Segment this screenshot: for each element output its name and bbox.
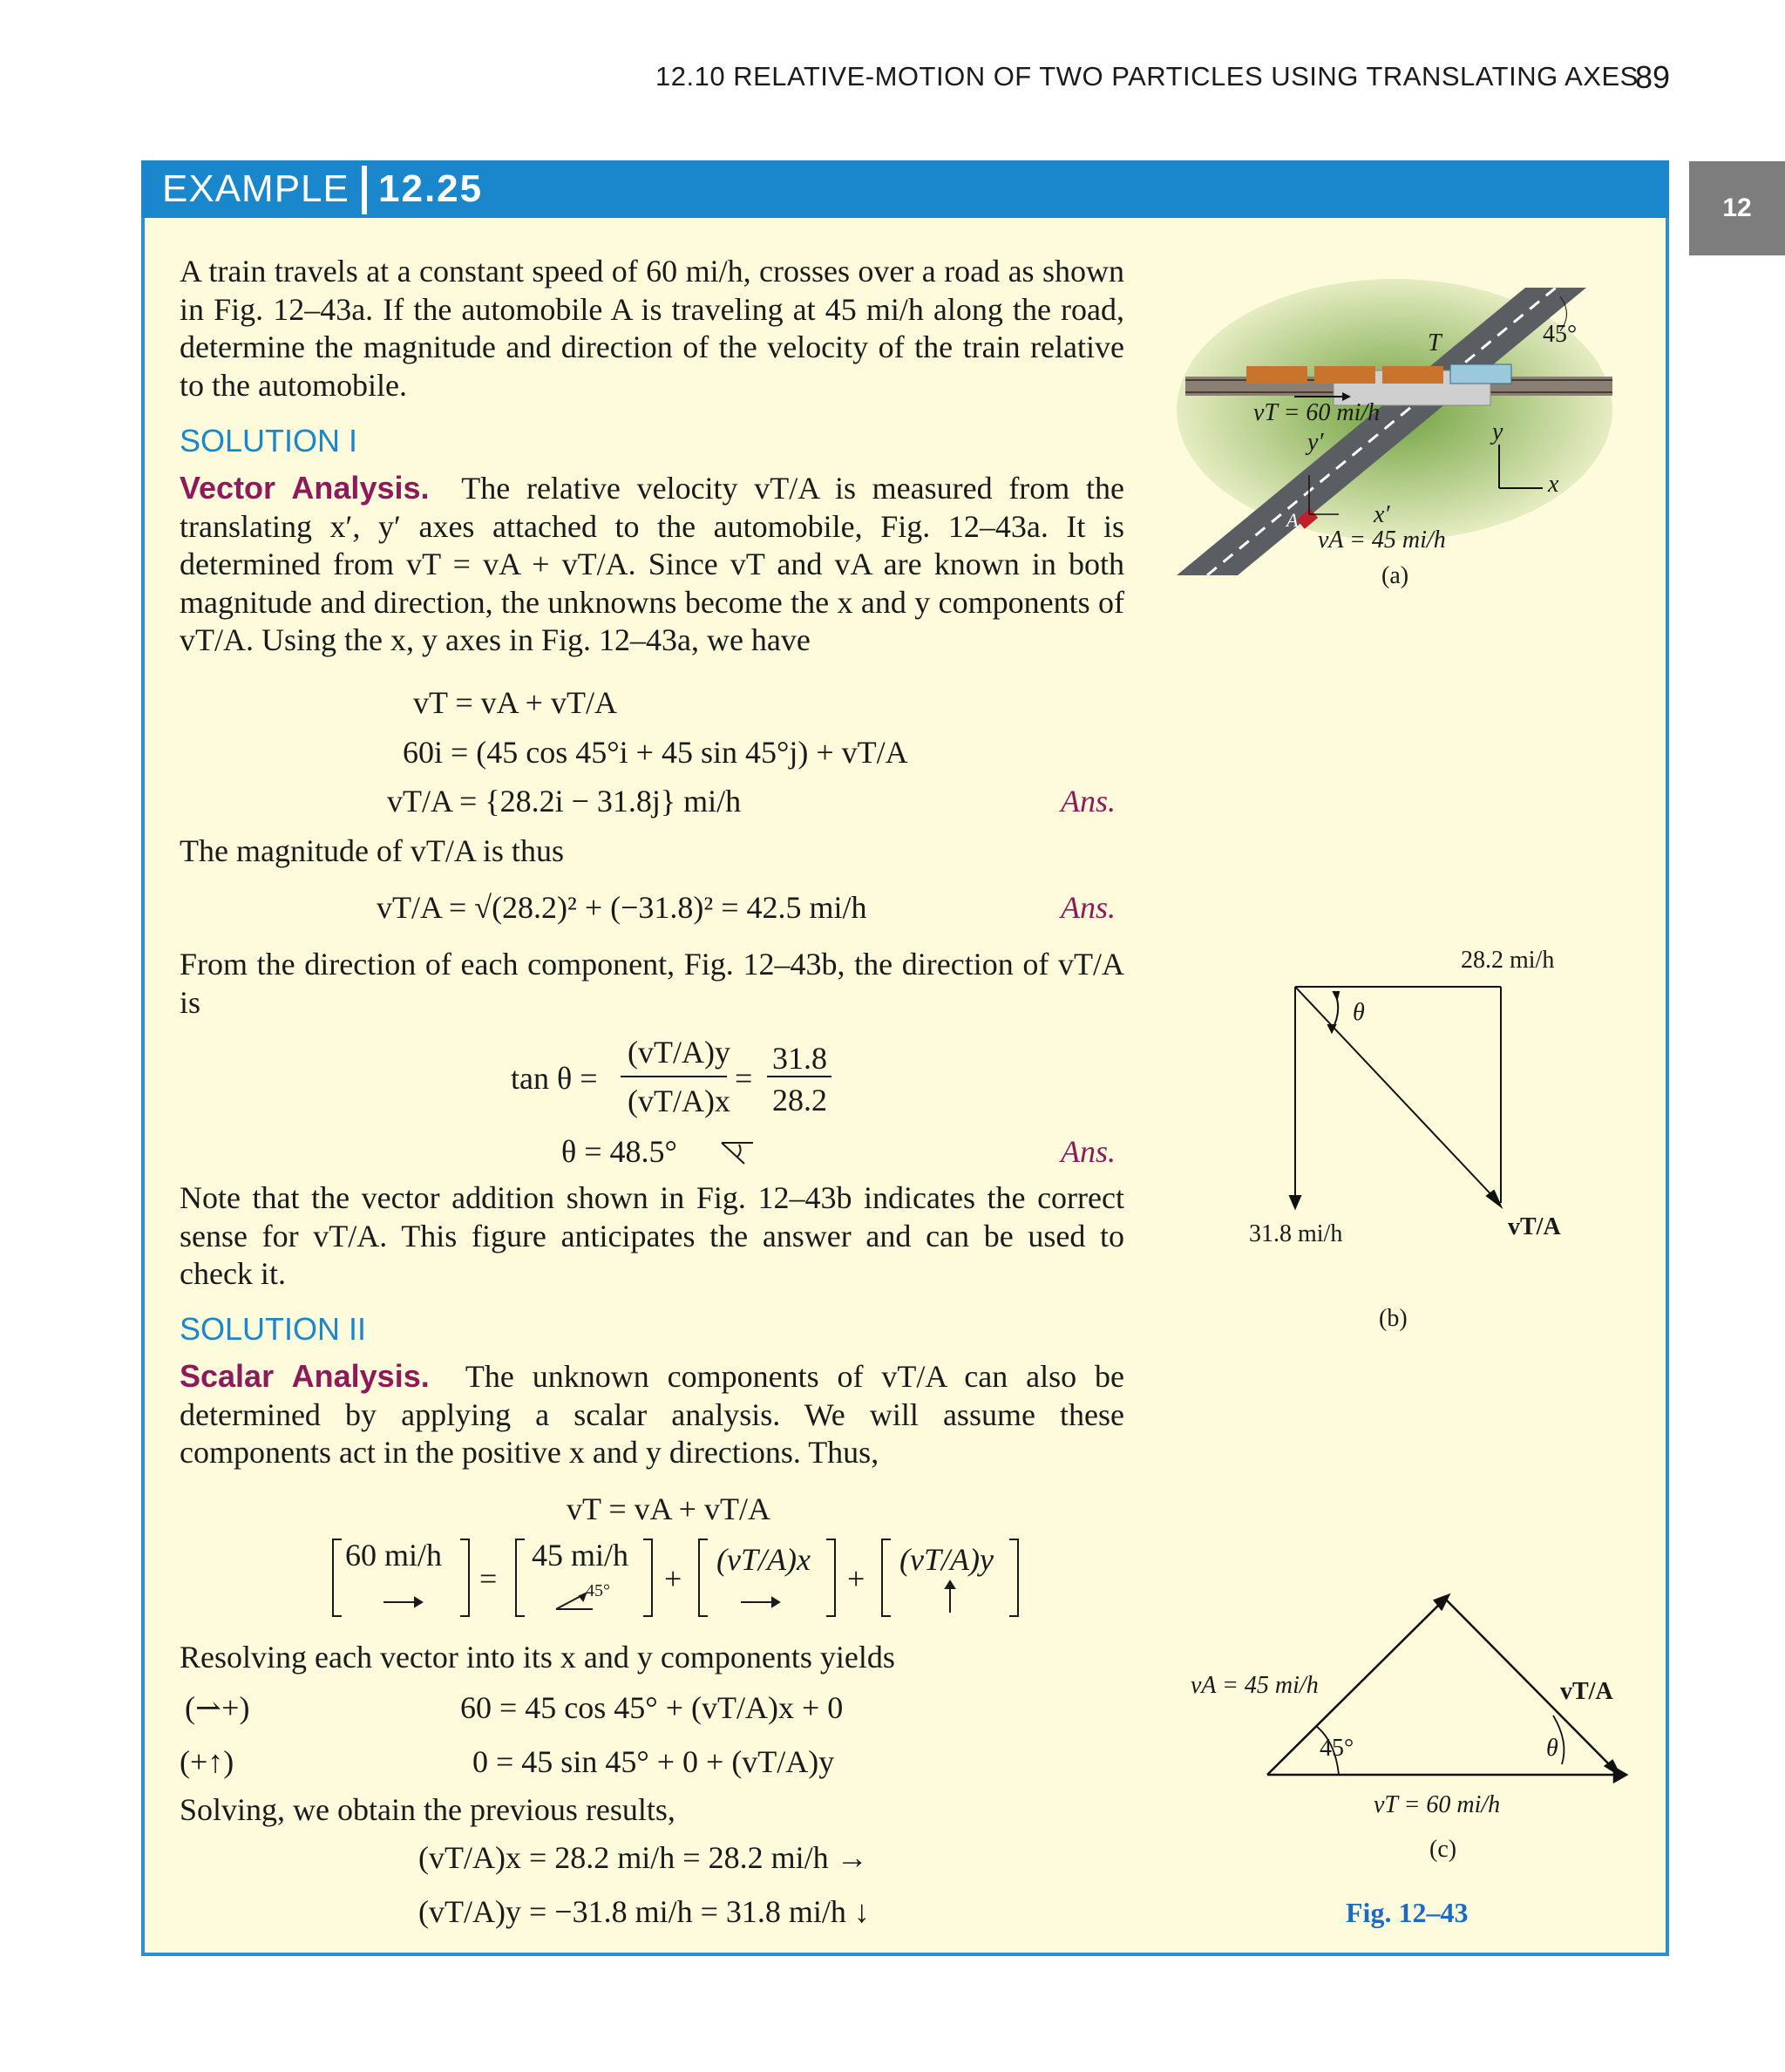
vector-60: 60 mi/h bbox=[345, 1538, 443, 1573]
fig-c-vt: vT = 60 mi/h bbox=[1374, 1791, 1501, 1818]
solution2-para3: Solving, we obtain the previous results, bbox=[180, 1792, 675, 1827]
fig-c-caption: (c) bbox=[1429, 1836, 1457, 1863]
fig-b-theta: θ bbox=[1353, 999, 1365, 1026]
angle-direction-icon bbox=[720, 1139, 758, 1165]
solution2-eq-x: 60 = 45 cos 45° + (vT/A)x + 0 bbox=[460, 1690, 844, 1725]
result-x: (vT/A)x = 28.2 mi/h = 28.2 mi/h → bbox=[418, 1840, 868, 1875]
answer-tag-2: Ans. bbox=[1061, 890, 1116, 925]
solution1-eq6: θ = 48.5° bbox=[561, 1134, 677, 1169]
example-label: EXAMPLE bbox=[162, 167, 350, 210]
tan-theta-denominator: (vT/A)x bbox=[628, 1084, 730, 1118]
example-number: 12.25 bbox=[378, 167, 484, 210]
fig-c-va: vA = 45 mi/h bbox=[1191, 1672, 1319, 1699]
fig-a-vt: vT = 60 mi/h bbox=[1253, 399, 1381, 426]
vector-45-angle: 45° bbox=[586, 1581, 610, 1600]
train-car-1 bbox=[1246, 366, 1307, 384]
solution2-runin: Scalar Analysis. bbox=[180, 1358, 430, 1394]
x-sign-convention: (⇀+) bbox=[185, 1690, 250, 1725]
vector-plus-1: + bbox=[664, 1561, 682, 1596]
fig-a-train-label: T bbox=[1428, 329, 1442, 357]
solution2-heading: SOLUTION II bbox=[180, 1311, 367, 1347]
figure-b-diagram bbox=[1281, 976, 1508, 1229]
fig-b-top-label: 28.2 mi/h bbox=[1461, 947, 1555, 974]
fig-a-car-label: A bbox=[1286, 509, 1299, 531]
tan-theta-equals: = bbox=[735, 1061, 753, 1096]
vector-equals: = bbox=[479, 1561, 498, 1596]
fig-c-vta: vT/A bbox=[1560, 1678, 1613, 1705]
tan-theta-num2: 31.8 bbox=[772, 1041, 827, 1076]
running-header: 12.10 RELATIVE-MOTION OF TWO PARTICLES USING TRANSLATING AXES bbox=[655, 61, 1639, 92]
example-banner bbox=[141, 160, 1669, 218]
solution1-para3: From the direction of each component, Fig. 12–43b, the direction of vT/A is bbox=[180, 947, 1124, 1020]
fig-a-y: y bbox=[1492, 418, 1503, 445]
solution2-para1-text: The unknown components of vT/A can also be determined by applying a scalar analysis. We will assume these components act in the positive x and y directions. Thus, bbox=[180, 1359, 1124, 1470]
solution1-heading: SOLUTION I bbox=[180, 423, 358, 459]
solution2-para2: Resolving each vector into its x and y components yields bbox=[180, 1640, 895, 1675]
fig-a-va: vA = 45 mi/h bbox=[1318, 526, 1446, 554]
fig-a-xprime: x′ bbox=[1374, 501, 1390, 528]
vector-plus-2: + bbox=[847, 1561, 865, 1596]
figure-label: Fig. 12–43 bbox=[1346, 1897, 1469, 1928]
tan-theta-den2: 28.2 bbox=[772, 1083, 827, 1118]
vector-45: 45 mi/h bbox=[532, 1538, 629, 1573]
answer-tag-3: Ans. bbox=[1061, 1134, 1116, 1169]
solution1-para1-text: The relative velocity vT/A is measured from the translating x′, y′ axes attached to the automobile, Fig. 12–43a. It is determined from vT = vA + vT/A. Since vT and vA are known in both magnitude and direction, the unknowns become the x and y components of vT/A. Using the x, y axes in Fig. 12–43a, we have bbox=[180, 471, 1124, 657]
fig-c-theta: θ bbox=[1546, 1735, 1558, 1762]
fig-a-x: x bbox=[1548, 471, 1559, 498]
fig-c-angle: 45° bbox=[1320, 1735, 1354, 1762]
fraction-bar-2 bbox=[767, 1076, 831, 1077]
solution2-para1 bbox=[180, 1357, 1124, 1472]
fig-b-vta: vT/A bbox=[1508, 1213, 1561, 1240]
solution1-para2: The magnitude of vT/A is thus bbox=[180, 833, 564, 868]
tan-theta-lhs: tan θ = bbox=[511, 1061, 598, 1096]
page-number: 89 bbox=[1635, 59, 1671, 95]
train-engine bbox=[1450, 364, 1511, 384]
y-sign-convention: (+↑) bbox=[180, 1744, 234, 1779]
answer-tag-1: Ans. bbox=[1061, 784, 1116, 819]
banner-divider bbox=[362, 166, 367, 214]
train-car-3 bbox=[1382, 366, 1443, 384]
solution2-eq-y: 0 = 45 sin 45° + 0 + (vT/A)y bbox=[472, 1744, 835, 1779]
train-car-2 bbox=[1314, 366, 1375, 384]
result-y: (vT/A)y = −31.8 mi/h = 31.8 mi/h ↓ bbox=[418, 1894, 870, 1929]
fig-a-caption: (a) bbox=[1381, 562, 1409, 589]
fig-a-yprime: y′ bbox=[1307, 429, 1324, 456]
fig-a-angle: 45° bbox=[1543, 321, 1578, 348]
chapter-tab: 12 bbox=[1689, 161, 1785, 255]
problem-statement: A train travels at a constant speed of 60 mi/h, crosses over a road as shown in Fig. 12–43a. If the automobile A is traveling at 45 mi/h along the road, determine the magnitude and direction of the velocity of the train relative to the automobile. bbox=[180, 254, 1124, 403]
solution1-para4: Note that the vector addition shown in Fig. 12–43b indicates the correct sense for vT/A. This figure anticipates the answer and can be used to check it. bbox=[180, 1180, 1124, 1291]
solution2-eq1: vT = vA + vT/A bbox=[567, 1491, 770, 1526]
solution1-eq3: vT/A = {28.2i − 31.8j} mi/h bbox=[387, 784, 742, 819]
solution1-runin: Vector Analysis. bbox=[180, 470, 430, 506]
solution1-para1 bbox=[180, 469, 1124, 660]
vector-vtay: (vT/A)y bbox=[899, 1542, 994, 1577]
fig-b-caption: (b) bbox=[1379, 1305, 1408, 1332]
solution1-eq1: vT = vA + vT/A bbox=[413, 685, 617, 720]
fraction-bar-1 bbox=[621, 1076, 727, 1077]
solution1-eq4: vT/A = √(28.2)² + (−31.8)² = 42.5 mi/h bbox=[377, 890, 867, 925]
solution1-eq2: 60i = (45 cos 45°i + 45 sin 45°j) + vT/A bbox=[403, 735, 908, 770]
vector-vtax: (vT/A)x bbox=[716, 1542, 811, 1577]
fig-b-left-label: 31.8 mi/h bbox=[1249, 1220, 1343, 1247]
tan-theta-numerator: (vT/A)y bbox=[628, 1035, 730, 1070]
